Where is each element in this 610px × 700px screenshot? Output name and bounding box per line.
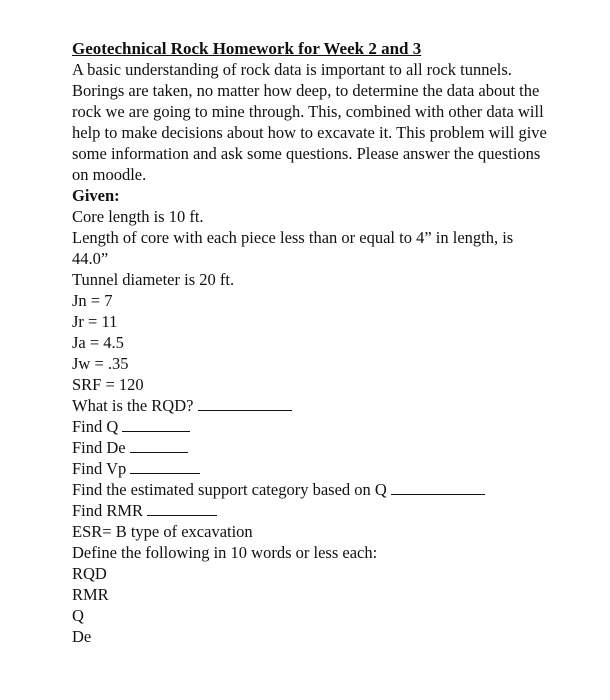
question-vp-text: Find Vp — [72, 459, 131, 478]
answer-blank-vp — [130, 459, 200, 474]
question-q-text: Find Q — [72, 417, 123, 436]
given-ja: Ja = 4.5 — [72, 333, 124, 352]
given-jw: Jw = .35 — [72, 354, 129, 373]
answer-blank-de — [130, 438, 188, 453]
answer-blank-rqd — [198, 396, 292, 411]
given-jr: Jr = 11 — [72, 312, 118, 331]
answer-blank-support — [391, 480, 485, 495]
question-de — [72, 437, 552, 458]
define-term-q: Q — [72, 606, 84, 625]
question-rqd-text: What is the RQD? — [72, 396, 198, 415]
question-rmr-text: Find RMR — [72, 501, 148, 520]
define-term-rqd: RQD — [72, 564, 107, 583]
define-heading: Define the following in 10 words or less each: — [72, 543, 378, 562]
document-title: Geotechnical Rock Homework for Week 2 and 3 — [72, 39, 422, 58]
question-de-text: Find De — [72, 438, 130, 457]
given-heading: Given: — [72, 186, 120, 205]
question-support-text: Find the estimated support category based on Q — [72, 480, 391, 499]
question-rqd — [72, 395, 552, 416]
question-q — [72, 416, 552, 437]
question-support — [72, 479, 552, 500]
define-term-de: De — [72, 627, 92, 646]
define-term-rmr: RMR — [72, 585, 109, 604]
given-srf: SRF = 120 — [72, 375, 144, 394]
question-vp — [72, 458, 552, 479]
given-core-length: Core length is 10 ft. — [72, 207, 204, 226]
given-core-pieces: Length of core with each piece less than or equal to 4” in length, is 44.0” — [72, 228, 514, 268]
question-rmr — [72, 500, 552, 521]
homework-document — [72, 38, 552, 647]
answer-blank-rmr — [147, 501, 217, 516]
given-jn: Jn = 7 — [72, 291, 113, 310]
given-tunnel-diameter: Tunnel diameter is 20 ft. — [72, 270, 235, 289]
esr-line: ESR= B type of excavation — [72, 522, 253, 541]
answer-blank-q — [122, 417, 190, 432]
intro-paragraph: A basic understanding of rock data is important to all rock tunnels. Borings are taken, no matter how deep, to determine the data about the rock we are going to mine through. This, combined with other data will help to make decisions about how to excavate it. This problem will give some information and ask some questions. Please answer the questions on moodle. — [72, 60, 547, 184]
